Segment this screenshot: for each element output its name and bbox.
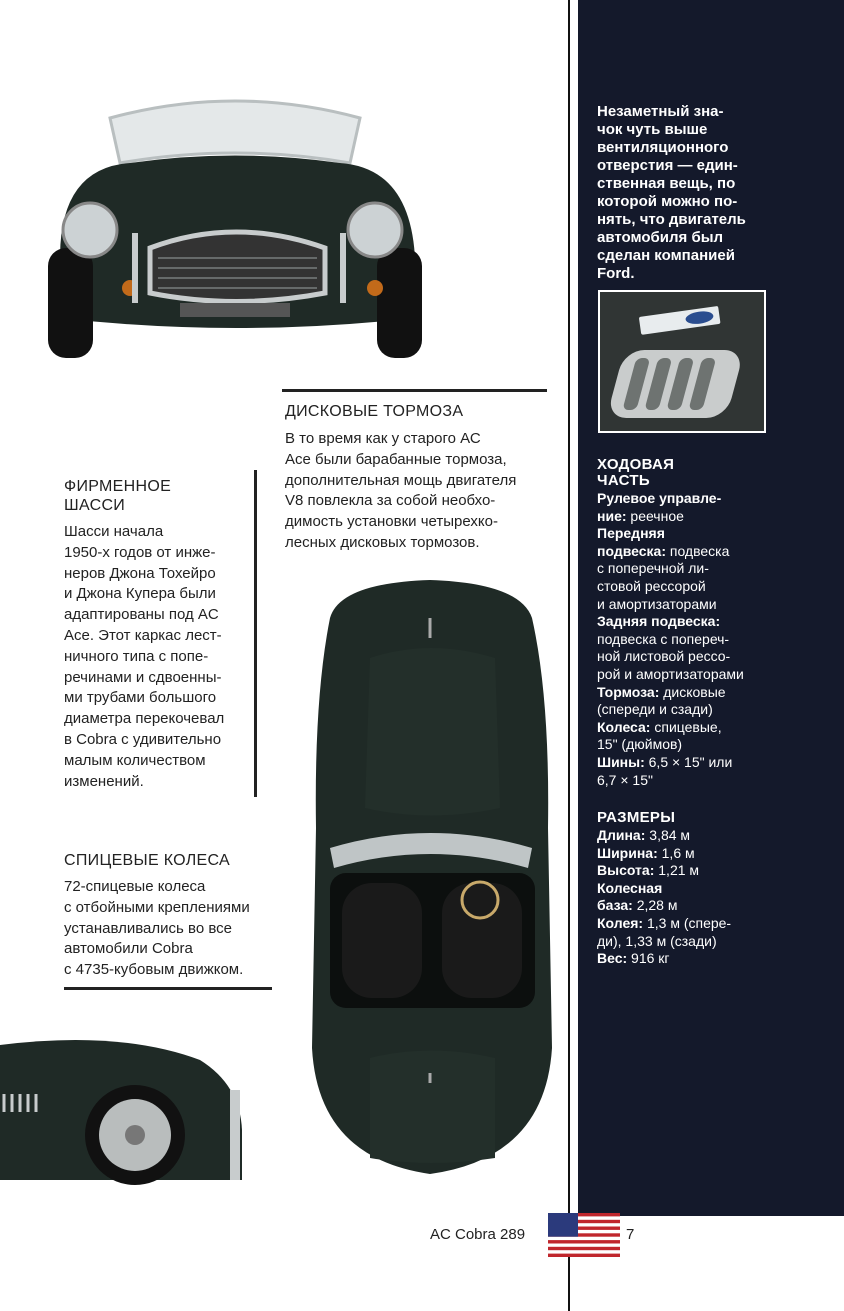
chassis-body-line: 1950-х годов от инже- [64, 543, 216, 561]
sidebar-intro-line: сделан компанией [597, 247, 735, 264]
chassis-body-line: неров Джона Тохейро [64, 564, 216, 582]
dimensions-heading-text: РАЗМЕРЫ [597, 809, 676, 826]
column-divider [568, 0, 570, 1311]
wheels-body-line: 72-спицевые колеса [64, 878, 206, 895]
footer-title: AC Cobra 289 [430, 1226, 526, 1243]
wheels-body-line: с 4735-кубовым движком. [64, 961, 244, 979]
chassis-spec-row: Передняя [597, 525, 665, 542]
chassis-spec-row: Задняя подвеска: [597, 613, 721, 630]
page-number: 7 [626, 1226, 635, 1243]
brakes-title-text: ДИСКОВЫЕ ТОРМОЗА [285, 403, 464, 420]
dimension-spec-row: Ширина: 1,6 м [597, 844, 695, 861]
dimensions-spec-list [597, 827, 767, 968]
car-top-photo [300, 578, 562, 1178]
chassis-body-line: ми трубами большого [64, 689, 217, 707]
chassis-body-line: ничного типа с попе- [64, 647, 209, 665]
chassis-heading-line: ЧАСТЬ [597, 472, 650, 489]
dimension-spec-row: Вес: 916 кг [597, 950, 670, 967]
chassis-body-line: адаптированы под AC [64, 606, 219, 624]
chassis-spec-row: подвеска: подвеска [597, 542, 730, 559]
dimension-spec-row: Колесная [597, 879, 663, 896]
wheels-body-line: с отбойными креплениями [64, 898, 250, 916]
sidebar-intro-line: автомобиля был [597, 229, 724, 246]
chassis-spec-row: ние: реечное [597, 507, 684, 524]
car-side-photo [0, 1030, 245, 1185]
chassis-title [64, 477, 171, 515]
brakes-body-line: димость установки четырехко- [285, 513, 498, 531]
wheels-body-line: автомобили Cobra [64, 940, 193, 958]
chassis-body [64, 522, 224, 792]
chassis-heading-line: ХОДОВАЯ [597, 456, 675, 473]
brakes-body-line: лесных дисковых тормозов. [285, 533, 480, 551]
us-flag-icon [548, 1213, 620, 1257]
brakes-rule [282, 389, 547, 392]
chassis-body-line: в Cobra с удивительно [64, 730, 222, 748]
chassis-body-line: Ace. Этот каркас лест- [64, 626, 222, 644]
chassis-body-line: Шасси начала [64, 523, 164, 540]
chassis-title-line: ФИРМЕННОЕ [64, 478, 172, 495]
brakes-title [285, 402, 463, 421]
chassis-spec-row: 6,7 × 15" [597, 771, 653, 788]
chassis-spec-row: Шины: 6,5 × 15" или [597, 753, 733, 770]
brakes-body-line: дополнительная мощь двигателя [285, 471, 517, 489]
sidebar-intro [597, 103, 772, 283]
sidebar-intro-line: Незаметный зна- [597, 103, 724, 120]
sidebar-intro-line: ственная вещь, по [597, 175, 736, 192]
chassis-body-line: диаметра перекочевал [64, 710, 225, 728]
chassis-spec-row: ной листовой рессо- [597, 648, 731, 665]
car-front-photo [40, 88, 430, 363]
chassis-body-line: речинами и сдвоенны- [64, 668, 222, 686]
brakes-body-line: В то время как у старого АС [285, 430, 481, 447]
wheels-rule [64, 987, 272, 990]
brakes-body [285, 429, 516, 554]
chassis-rule [254, 470, 257, 797]
brakes-body-line: V8 повлекла за собой необхо- [285, 492, 496, 510]
chassis-body-line: малым количеством [64, 751, 206, 769]
dimension-spec-row: база: 2,28 м [597, 897, 678, 914]
chassis-title-line: ШАССИ [64, 497, 126, 514]
brakes-body-line: Ace были барабанные тормоза, [285, 450, 507, 468]
wheels-body [64, 877, 250, 981]
ford-badge-photo [598, 290, 766, 433]
chassis-spec-row: (спереди и сзади) [597, 701, 713, 718]
chassis-spec-row: Колеса: спицевые, [597, 718, 722, 735]
sidebar-intro-line: вентиляционного [597, 139, 729, 156]
chassis-spec-row: и амортизаторами [597, 595, 717, 612]
chassis-spec-row: Рулевое управле- [597, 490, 722, 506]
chassis-spec-row: 15" (дюймов) [597, 736, 683, 753]
chassis-body-line: и Джона Купера были [64, 585, 216, 603]
chassis-spec-row: рой и амортизаторами [597, 665, 744, 682]
wheels-title-text: СПИЦЕВЫЕ КОЛЕСА [64, 852, 230, 869]
dimension-spec-row: Высота: 1,21 м [597, 862, 700, 879]
chassis-spec-list [597, 490, 767, 789]
sidebar-intro-line: Ford. [597, 265, 635, 282]
chassis-spec-heading [597, 457, 674, 489]
wheels-title [64, 851, 230, 870]
sidebar-intro-line: отверстия — един- [597, 157, 738, 174]
wheels-body-line: устанавливались во все [64, 919, 232, 937]
chassis-spec-row: Тормоза: дисковые [597, 683, 726, 700]
chassis-body-line: изменений. [64, 772, 144, 790]
sidebar-intro-line: нять, что двигатель [597, 211, 746, 228]
chassis-spec-row: стовой рессорой [597, 577, 706, 594]
dimension-spec-row: Длина: 3,84 м [597, 827, 691, 843]
sidebar-intro-line: чок чуть выше [597, 121, 708, 138]
sidebar-intro-line: которой можно по- [597, 193, 738, 210]
dimension-spec-row: Колея: 1,3 м (спере- [597, 914, 732, 931]
dimension-spec-row: ди), 1,33 м (сзади) [597, 932, 717, 949]
chassis-spec-row: с поперечной ли- [597, 560, 709, 577]
chassis-spec-row: подвеска с попереч- [597, 630, 730, 647]
dimensions-heading [597, 810, 675, 826]
